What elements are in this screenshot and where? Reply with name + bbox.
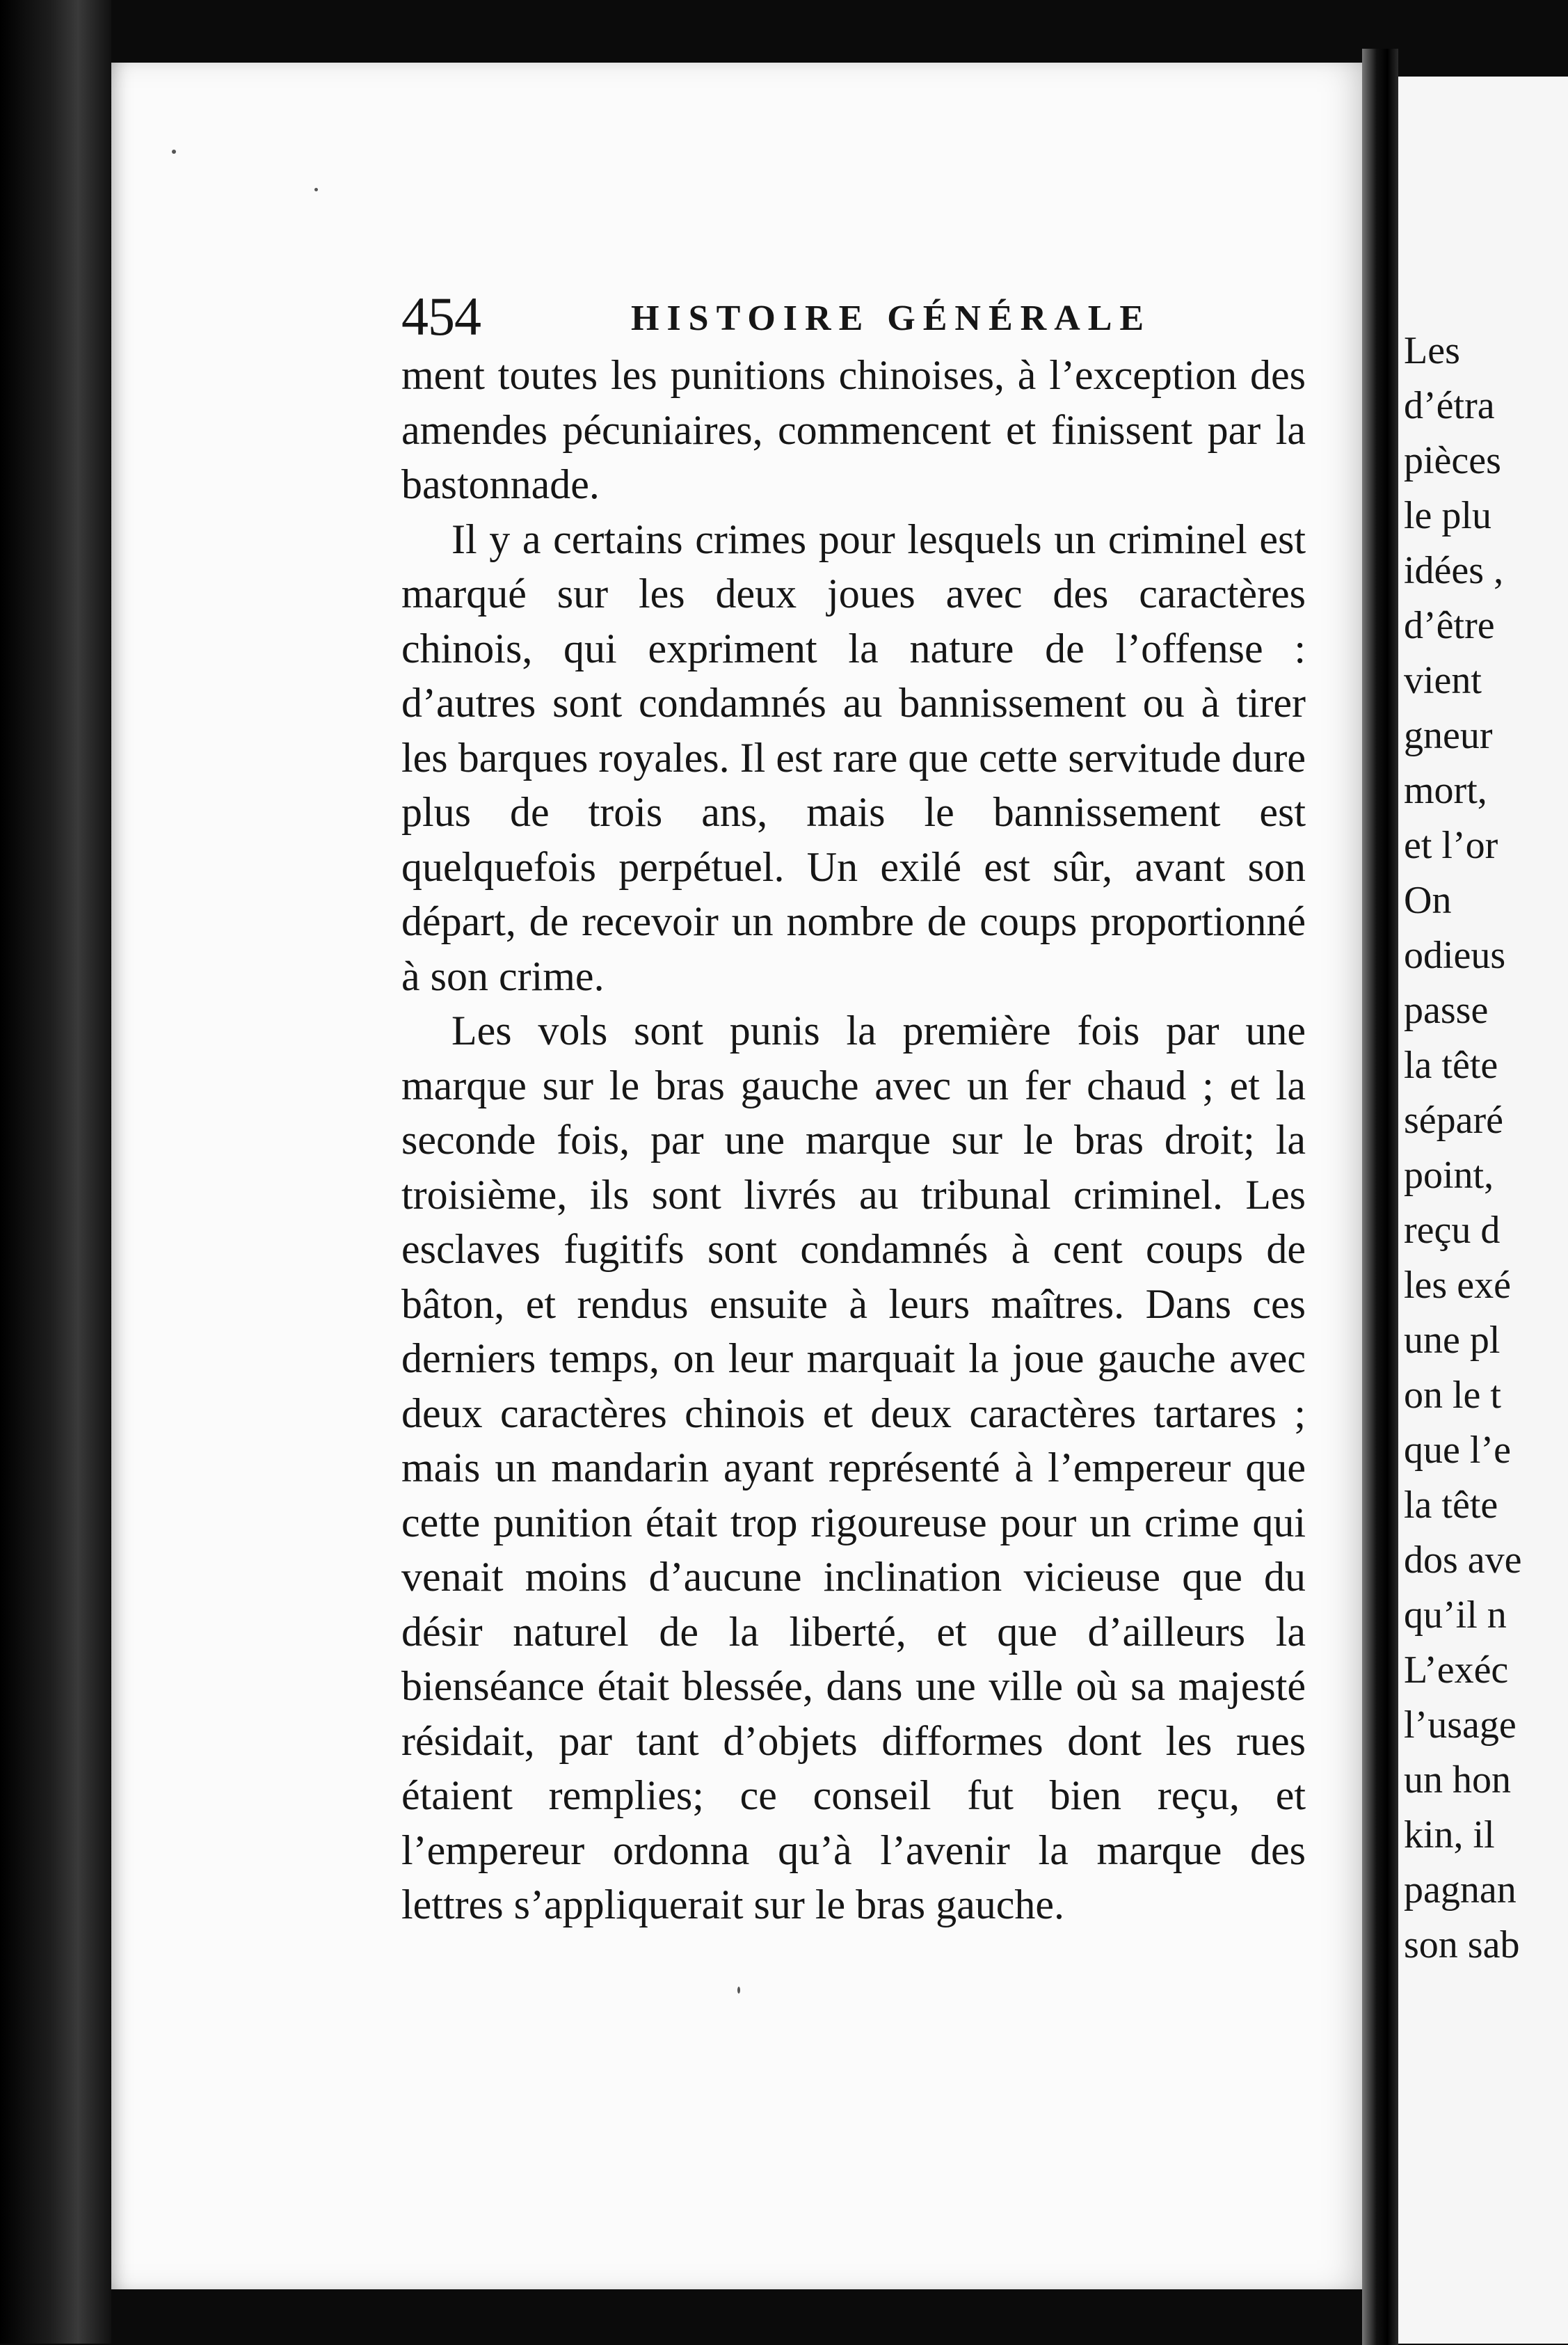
book-gutter: [1362, 49, 1398, 2345]
facing-page-line: son sab: [1404, 1923, 1520, 1966]
paragraph-2: Il y a certains crimes pour lesquels un criminel est marqué sur les deux joues avec des caractères chinois, qui expriment la nature de l’offense : d’autres sont condamnés au bannissement ou à tirer les barques royales. Il est rare que cette servitude dure plus de trois ans, mais le bannissement est quelquefois perpétuel. Un exilé est sûr, avant son départ, de recevoir un nombre de coups proportionné à son crime.: [401, 516, 1306, 999]
facing-page-text: [1404, 324, 1568, 1973]
facing-page-line: la tête: [1404, 1484, 1498, 1527]
facing-page-line: d’étra: [1404, 384, 1495, 427]
facing-page-line: dos ave: [1404, 1539, 1522, 1582]
facing-page-line: les exé: [1404, 1264, 1511, 1307]
facing-page-line: pagnan: [1404, 1868, 1517, 1911]
facing-page-line: d’être: [1404, 604, 1495, 647]
page-number: 454: [401, 286, 481, 347]
dust-speck: [314, 188, 318, 191]
facing-page-line: un hon: [1404, 1758, 1511, 1802]
facing-page-line: passe: [1404, 989, 1489, 1032]
facing-page-line: point,: [1404, 1154, 1494, 1197]
paragraph-1: ment toutes les punitions chinoises, à l’exception des amendes pécuniaires, commencent et finissent par la bastonnade.: [401, 352, 1306, 507]
page-header: [401, 278, 1306, 355]
facing-page-line: pièces: [1404, 439, 1501, 482]
facing-page-line: Les: [1404, 329, 1460, 372]
facing-page-line: reçu d: [1404, 1209, 1501, 1252]
facing-page-line: kin, il: [1404, 1813, 1495, 1857]
facing-page-line: vient: [1404, 659, 1482, 702]
facing-page-line: l’usage: [1404, 1703, 1517, 1747]
dust-speck: [737, 1987, 740, 1994]
facing-page-line: mort,: [1404, 769, 1487, 812]
facing-page-line: une pl: [1404, 1319, 1501, 1362]
running-title: HISTOIRE GÉNÉRALE: [631, 299, 1152, 338]
facing-page-line: et l’or: [1404, 824, 1498, 867]
paragraph-3: Les vols sont punis la première fois par une marque sur le bras gauche avec un fer chaud ; et la seconde fois, par une marque sur le bras droit; la troisième, ils sont livrés au tribunal criminel. Les esclaves fugitifs sont condamnés à cent coups de bâton, et rendus ensuite à leurs maîtres. Dans ces derniers temps, on leur marquait la joue gauche avec deux caractères chinois et deux caractères tartares ; mais un mandarin ayant représenté à l’empereur que cette punition était trop rigoureuse pour un crime qui venait moins d’aucune inclination vicieuse que du désir naturel de la liberté, et que d’ailleurs la bienséance était blessée, dans une ville où sa majesté résidait, par tant d’objets difformes dont les rues étaient remplies; ce conseil fut bien reçu, et l’empereur ordonna qu’à l’avenir la marque des lettres s’appliquerait sur le bras gauche.: [401, 1008, 1306, 1927]
facing-page-line: qu’il n: [1404, 1593, 1507, 1637]
body-text: [401, 348, 1306, 1932]
facing-page-line: on le t: [1404, 1374, 1501, 1417]
facing-page-line: On: [1404, 879, 1452, 922]
facing-page-line: odieus: [1404, 934, 1506, 977]
facing-page-line: L’exéc: [1404, 1648, 1509, 1692]
facing-page-line: gneur: [1404, 714, 1493, 757]
facing-page-line: que l’e: [1404, 1429, 1511, 1472]
book-edge-shadow: [0, 0, 111, 2344]
facing-page-line: séparé: [1404, 1099, 1504, 1142]
facing-page-line: le plu: [1404, 494, 1491, 537]
dust-speck: [172, 150, 176, 154]
facing-page: [1398, 77, 1568, 2344]
facing-page-line: la tête: [1404, 1044, 1498, 1087]
facing-page-line: idées ,: [1404, 549, 1504, 592]
